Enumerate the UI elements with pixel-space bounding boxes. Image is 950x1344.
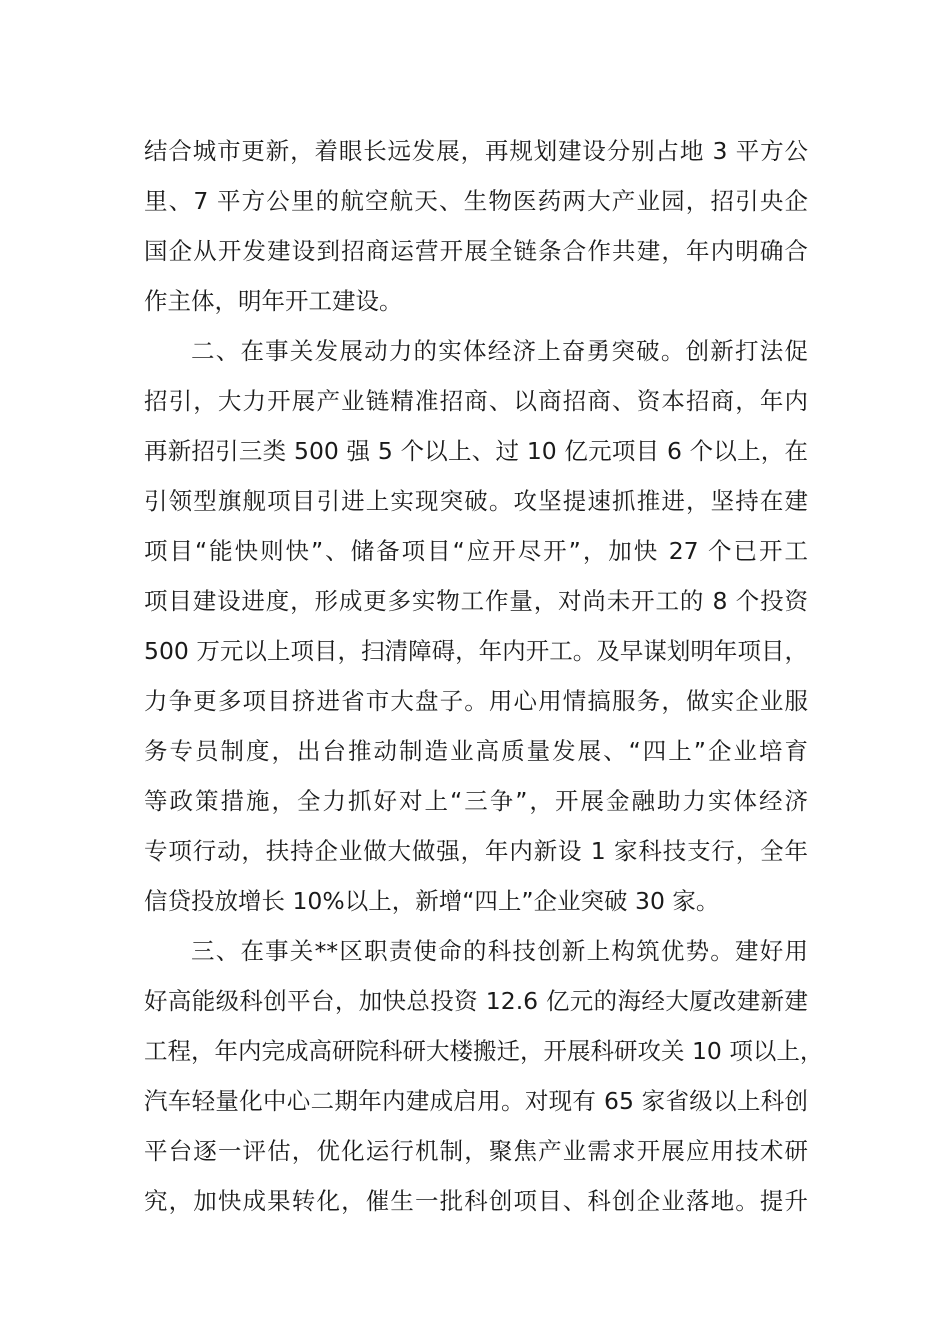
paragraph-heading-line: 二、在事关发展动力的实体经济上奋勇突破。创新打法促 (191, 337, 808, 365)
text-line: 项目“能快则快”、储备项目“应开尽开”，加快 27 个已开工 (144, 537, 808, 565)
text-line: 平台逐一评估，优化运行机制，聚焦产业需求开展应用技术研 (144, 1137, 808, 1165)
text-line: 作主体，明年开工建设。 (144, 287, 403, 315)
text-line: 信贷投放增长 10%以上，新增“四上”企业突破 30 家。 (144, 887, 720, 915)
text-line: 500 万元以上项目，扫清障碍，年内开工。及早谋划明年项目， (144, 637, 808, 665)
text-line: 国企从开发建设到招商运营开展全链条合作共建，年内明确合 (144, 237, 808, 265)
text-line: 工程，年内完成高研院科研大楼搬迁，开展科研攻关 10 项以上， (144, 1037, 824, 1065)
text-line: 招引，大力开展产业链精准招商、以商招商、资本招商，年内 (144, 387, 808, 415)
document-body (144, 126, 824, 1226)
text-line: 力争更多项目挤进省市大盘子。用心用情搞服务，做实企业服 (144, 687, 808, 715)
text-line: 里、7 平方公里的航空航天、生物医药两大产业园，招引央企 (144, 187, 808, 215)
text-line: 等政策措施，全力抓好对上“三争”，开展金融助力实体经济 (144, 787, 808, 815)
text-line: 项目建设进度，形成更多实物工作量，对尚未开工的 8 个投资 (144, 587, 808, 615)
text-line: 务专员制度，出台推动制造业高质量发展、“四上”企业培育 (144, 737, 808, 765)
text-line: 汽车轻量化中心二期年内建成启用。对现有 65 家省级以上科创 (144, 1087, 808, 1115)
text-line: 专项行动，扶持企业做大做强，年内新设 1 家科技支行，全年 (144, 837, 808, 865)
text-line: 引领型旗舰项目引进上实现突破。攻坚提速抓推进，坚持在建 (144, 487, 808, 515)
paragraph-heading-line: 三、在事关**区职责使命的科技创新上构筑优势。建好用 (191, 937, 808, 965)
text-line: 结合城市更新，着眼长远发展，再规划建设分别占地 3 平方公 (144, 137, 808, 165)
text-line: 好高能级科创平台，加快总投资 12.6 亿元的海经大厦改建新建 (144, 987, 808, 1015)
text-line: 究，加快成果转化，催生一批科创项目、科创企业落地。提升 (144, 1187, 808, 1215)
text-line: 再新招引三类 500 强 5 个以上、过 10 亿元项目 6 个以上，在 (144, 437, 808, 465)
